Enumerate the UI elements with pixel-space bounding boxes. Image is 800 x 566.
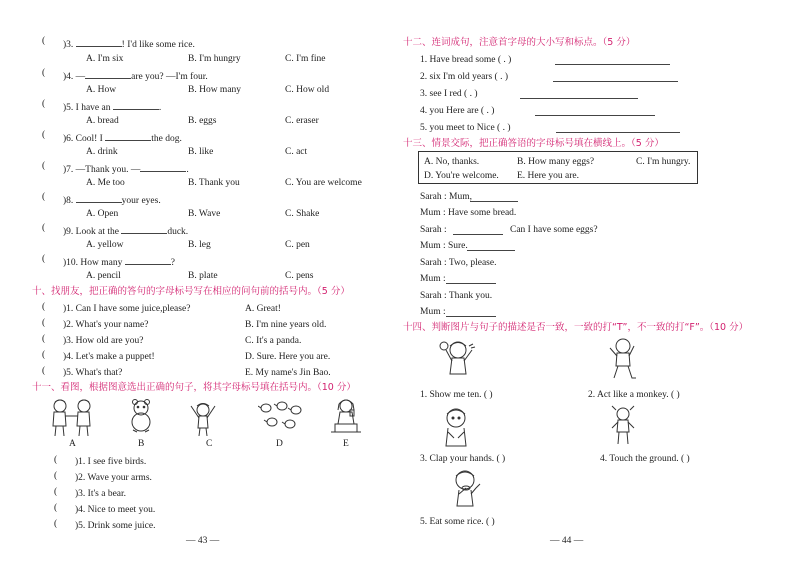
matching-question: )3. How old are you? xyxy=(63,336,144,346)
picture-child-eating xyxy=(446,466,484,510)
judgement-sentence: 3. Clap your hands. ( ) xyxy=(420,454,506,464)
choice: C. I'm hungry. xyxy=(636,157,691,167)
option-c: C. act xyxy=(285,147,308,157)
picture-e-girl-drinking-juice xyxy=(329,396,363,436)
answer-bracket[interactable]: ( xyxy=(42,334,46,344)
picture-sentence: )2. Wave your arms. xyxy=(75,473,152,483)
option-c: C. eraser xyxy=(285,116,319,126)
matching-answer: A. Great! xyxy=(245,304,281,314)
answer-bracket[interactable]: ( xyxy=(42,161,46,171)
picture-sentence: )3. It's a bear. xyxy=(75,489,127,499)
dialogue-line: Mum : xyxy=(420,274,446,284)
section-11-title: 十一、看图，根据图意选出正确的句子，将其字母标号填在括号内。（10 分） xyxy=(32,382,356,393)
picture-sentence: )1. I see five birds. xyxy=(75,457,147,467)
answer-line[interactable] xyxy=(470,201,518,202)
picture-sentence: )5. Drink some juice. xyxy=(75,521,156,531)
option-c: C. I'm fine xyxy=(285,54,326,64)
option-b: B. Wave xyxy=(188,209,221,219)
answer-bracket[interactable]: ( xyxy=(42,192,46,202)
option-a: A. How xyxy=(86,85,117,95)
fill-blank[interactable] xyxy=(121,224,167,234)
scrambled-words: 5. you meet to Nice ( . ) xyxy=(420,123,511,133)
option-b: B. I'm hungry xyxy=(188,54,241,64)
answer-line[interactable] xyxy=(553,81,678,82)
matching-question: )5. What's that? xyxy=(63,368,123,378)
scrambled-words: 2. six I'm old years ( . ) xyxy=(420,72,508,82)
matching-answer: E. My name's Jin Bao. xyxy=(245,368,331,378)
matching-question: )4. Let's make a puppet! xyxy=(63,352,155,362)
option-c: C. You are welcome xyxy=(285,178,362,188)
answer-bracket[interactable]: ( xyxy=(42,68,46,78)
option-b: B. leg xyxy=(188,240,211,250)
dialogue-line: Can I have some eggs? xyxy=(510,225,598,235)
answer-bracket[interactable]: ( xyxy=(42,254,46,264)
answer-bracket[interactable]: ( xyxy=(42,366,46,376)
judgement-sentence: 4. Touch the ground. ( ) xyxy=(600,454,690,464)
option-a: A. pencil xyxy=(86,271,121,281)
fill-blank[interactable] xyxy=(140,162,186,172)
option-b: B. eggs xyxy=(188,116,217,126)
answer-line[interactable] xyxy=(467,250,515,251)
option-c: C. How old xyxy=(285,85,330,95)
answer-line[interactable] xyxy=(535,115,655,116)
fill-blank[interactable] xyxy=(76,37,122,47)
answer-line[interactable] xyxy=(453,234,503,235)
section-13-title: 十三、情景交际，把正确答语的字母标号填在横线上。（5 分） xyxy=(403,138,664,149)
matching-answer: C. It's a panda. xyxy=(245,336,302,346)
dialogue-line: Mum : Have some bread. xyxy=(420,208,517,218)
answer-bracket[interactable]: ( xyxy=(54,503,58,513)
option-c: C. Shake xyxy=(285,209,320,219)
judgement-sentence: 1. Show me ten. ( ) xyxy=(420,390,493,400)
answer-bracket[interactable]: ( xyxy=(54,487,58,497)
judgement-sentence: 5. Eat some rice. ( ) xyxy=(420,517,495,527)
answer-bracket[interactable]: ( xyxy=(54,455,58,465)
picture-c-girl-waving-arms xyxy=(188,398,218,438)
picture-label: C xyxy=(206,439,213,449)
option-b: B. like xyxy=(188,147,214,157)
option-a: A. I'm six xyxy=(86,54,124,64)
fill-blank[interactable] xyxy=(76,193,122,203)
choice: D. You're welcome. xyxy=(424,171,499,181)
question-number: )3. xyxy=(63,40,74,50)
fill-blank[interactable] xyxy=(113,100,159,110)
scrambled-words: 1. Have bread some ( . ) xyxy=(420,55,512,65)
picture-child-monkey xyxy=(606,336,640,382)
fill-blank[interactable] xyxy=(85,69,131,79)
answer-line[interactable] xyxy=(520,98,638,99)
picture-d-five-birds xyxy=(258,400,302,432)
dialogue-line: Mum : xyxy=(420,307,446,317)
answer-bracket[interactable]: ( xyxy=(54,519,58,529)
choice: A. No, thanks. xyxy=(424,157,480,167)
matching-answer: B. I'm nine years old. xyxy=(245,320,327,330)
answer-line[interactable] xyxy=(446,283,496,284)
judgement-sentence: 2. Act like a monkey. ( ) xyxy=(588,390,680,400)
answer-bracket[interactable]: ( xyxy=(42,318,46,328)
answer-bracket[interactable]: ( xyxy=(42,99,46,109)
picture-child-standing xyxy=(608,404,638,448)
answer-bracket[interactable]: ( xyxy=(54,471,58,481)
dialogue-line: Sarah : Thank you. xyxy=(420,291,493,301)
dialogue-line: Sarah : Mum, xyxy=(420,192,472,202)
option-b: B. plate xyxy=(188,271,218,281)
picture-a-two-kids-shaking-hands xyxy=(46,398,98,438)
section-12-title: 十二、连词成句，注意首字母的大小写和标点。（5 分） xyxy=(403,37,636,48)
picture-child-clapping xyxy=(436,404,476,448)
fill-blank[interactable] xyxy=(105,131,151,141)
answer-bracket[interactable]: ( xyxy=(42,223,46,233)
option-a: A. drink xyxy=(86,147,118,157)
answer-bracket[interactable]: ( xyxy=(42,36,46,46)
answer-bracket[interactable]: ( xyxy=(42,130,46,140)
answer-line[interactable] xyxy=(446,316,496,317)
dialogue-line: Mum : Sure. xyxy=(420,241,468,251)
option-b: B. Thank you xyxy=(188,178,240,188)
picture-label: D xyxy=(276,439,283,449)
option-b: B. How many xyxy=(188,85,242,95)
choice: E. Here you are. xyxy=(517,171,579,181)
answer-bracket[interactable]: ( xyxy=(42,350,46,360)
dialogue-line: Sarah : xyxy=(420,225,447,235)
choice: B. How many eggs? xyxy=(517,157,595,167)
page-number: — 43 — xyxy=(186,536,220,546)
picture-label: E xyxy=(343,439,349,449)
picture-child-showing-hand xyxy=(438,336,478,380)
scrambled-words: 4. you Here are ( . ) xyxy=(420,106,495,116)
picture-label: B xyxy=(138,439,145,449)
picture-label: A xyxy=(69,439,76,449)
page-number: — 44 — xyxy=(550,536,584,546)
option-c: C. pen xyxy=(285,240,310,250)
picture-sentence: )4. Nice to meet you. xyxy=(75,505,156,515)
section-14-title: 十四、判断图片与句子的描述是否一致，一致的打“T”，不一致的打“F”。（10 分） xyxy=(403,322,749,333)
matching-answer: D. Sure. Here you are. xyxy=(245,352,331,362)
dialogue-line: Sarah : Two, please. xyxy=(420,258,497,268)
fill-blank[interactable] xyxy=(125,255,171,265)
option-a: A. yellow xyxy=(86,240,124,250)
picture-b-bear xyxy=(127,398,155,434)
option-a: A. Me too xyxy=(86,178,125,188)
section-10-title: 十、找朋友，把正确的答句的字母标号写在相应的问句前的括号内。（5 分） xyxy=(32,286,350,297)
answer-line[interactable] xyxy=(555,64,670,65)
option-a: A. Open xyxy=(86,209,119,219)
answer-line[interactable] xyxy=(556,132,680,133)
scrambled-words: 3. see I red ( . ) xyxy=(420,89,478,99)
matching-question: )1. Can I have some juice,please? xyxy=(63,304,191,314)
option-c: C. pens xyxy=(285,271,314,281)
option-a: A. bread xyxy=(86,116,119,126)
matching-question: )2. What's your name? xyxy=(63,320,149,330)
answer-bracket[interactable]: ( xyxy=(42,302,46,312)
